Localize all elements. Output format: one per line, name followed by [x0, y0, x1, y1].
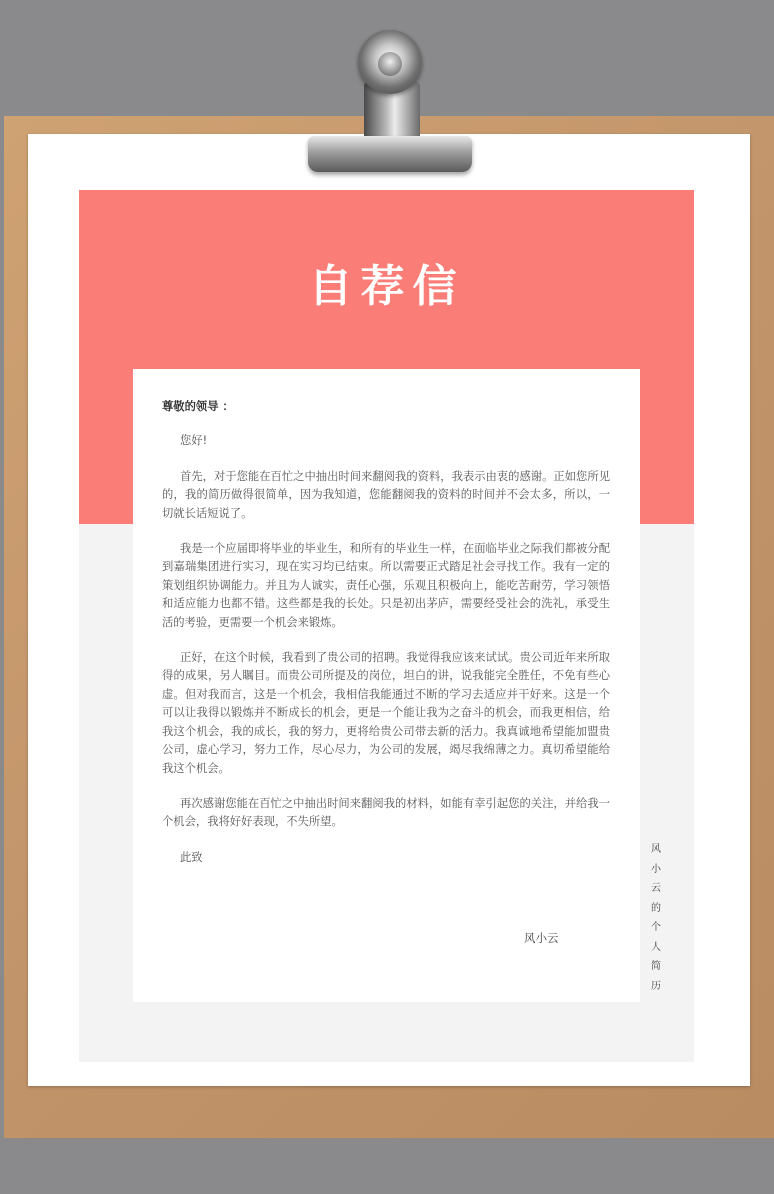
letter-paragraph: 我是一个应届即将毕业的毕业生，和所有的毕业生一样，在面临毕业之际我们都被分配到嘉瑞集团进行实习，现在实习均已结束。所以需要正式踏足社会寻找工作。我有一定的策划组织协调能力。并且为人诚实，责任心强，乐观且积极向上，能吃苦耐劳，学习领悟和适应能力也都不错。这些都是我的长处。只是初出茅庐，需要经受社会的洗礼，承受生活的考验，更需要一个机会来锻炼。	[162, 542, 610, 629]
letter-paragraph: 首先，对于您能在百忙之中抽出时间来翻阅我的资料，我表示由衷的感谢。正如您所见的，我的简历做得很简单，因为我知道，您能翻阅我的资料的时间并不会太多，所以，一切就长话短说了。	[162, 469, 610, 520]
letter-closing: 此致	[180, 850, 203, 864]
letter-body	[162, 398, 610, 884]
letter-greeting: 尊敬的领导 ：	[162, 400, 234, 413]
clip-hole	[378, 52, 402, 76]
clip-base	[308, 136, 472, 172]
letter-salutation: 您好!	[180, 434, 208, 448]
page-title: 自荐信	[308, 261, 465, 312]
side-caption: 风小云的个人简历	[651, 844, 661, 992]
letter-signature: 风小云	[524, 931, 559, 945]
letter-paragraph: 再次感谢您能在百忙之中抽出时间来翻阅我的材料，如能有幸引起您的关注，并给我一个机会，我将好好表现，不失所望。	[162, 796, 610, 829]
letter-paragraph: 正好，在这个时候，我看到了贵公司的招聘。我觉得我应该来试试。贵公司近年来所取得的成果，另人瞩目。而贵公司所提及的岗位，坦白的讲，说我能完全胜任，不免有些心虚。但对我而言，这是一个机会，我相信我能通过不断的学习去适应并干好来。这是一个可以让我得以锻炼并不断成长的机会，更是一个能让我为之奋斗的机会，而我更相信，给我这个机会，我的成长，我的努力，更将给贵公司带去新的活力。我真诚地希望能加盟贵公司，虚心学习，努力工作，尽心尽力，为公司的发展，竭尽我绵薄之力。真切希望能给我这个机会。	[162, 651, 610, 775]
